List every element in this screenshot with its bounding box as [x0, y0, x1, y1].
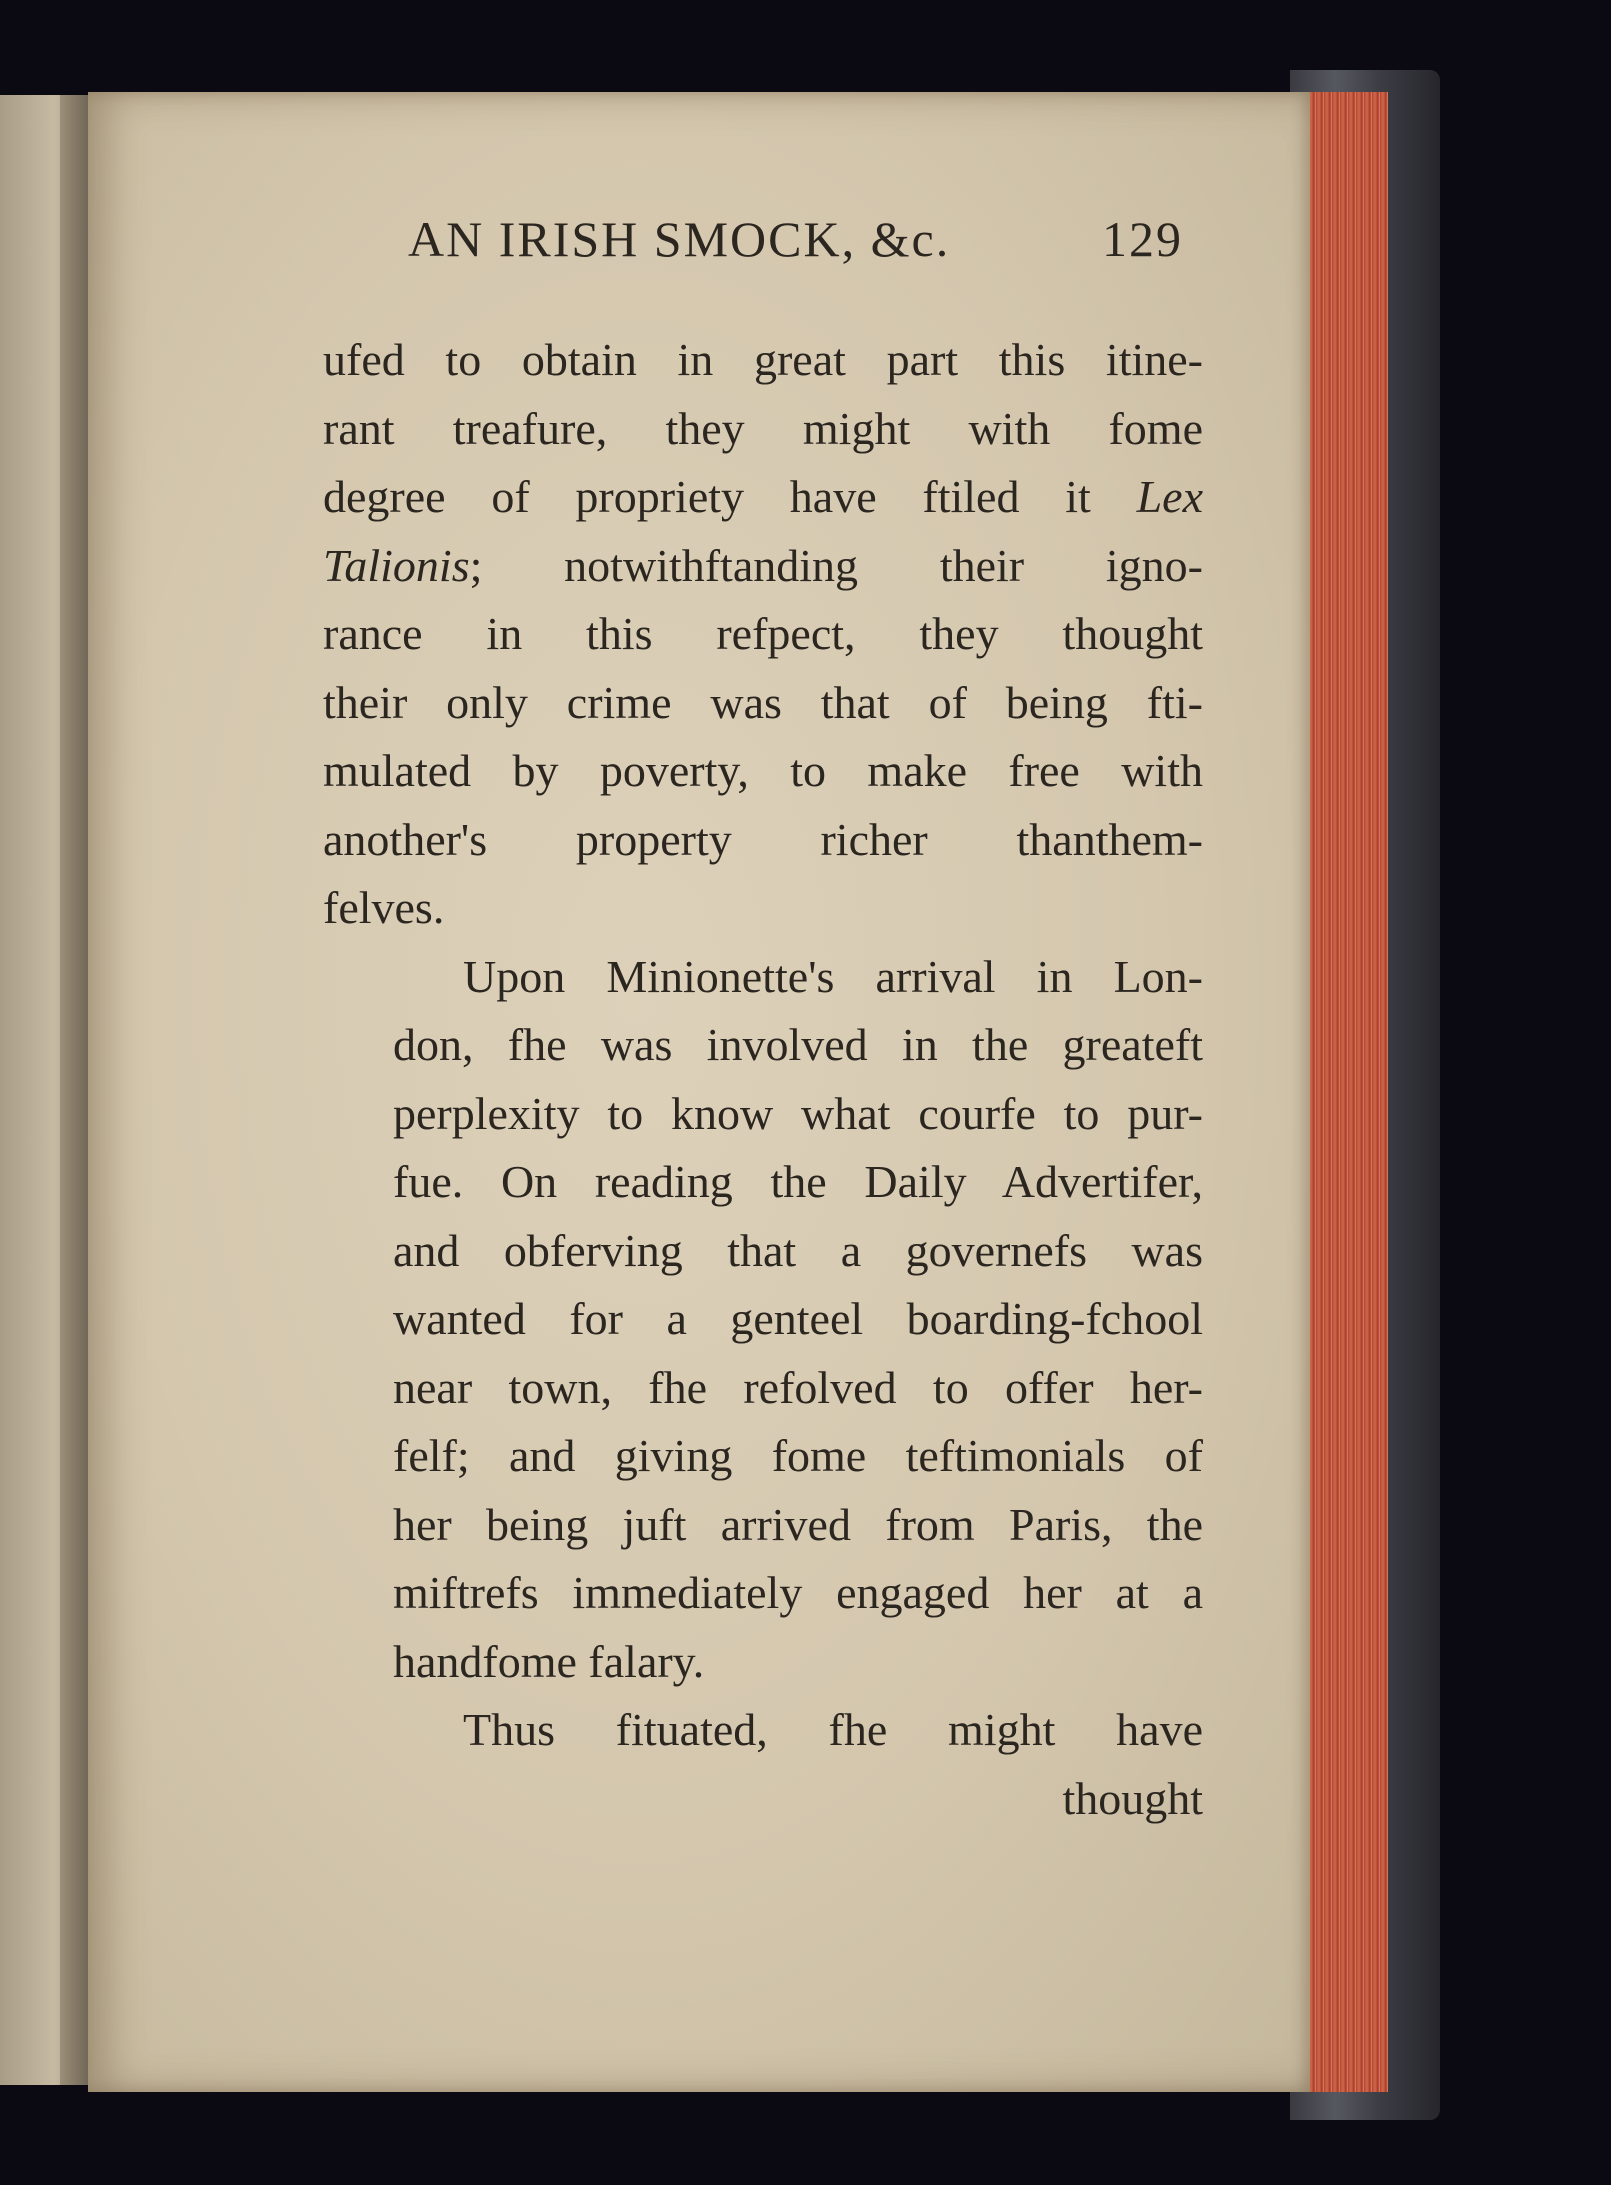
text-line: degree of propriety have ftiled it Lex: [323, 471, 1203, 522]
running-title: AN IRISH SMOCK, &c.: [408, 211, 951, 267]
page-number: 129: [1102, 211, 1183, 267]
text-line: their only crime was that of being fti-: [323, 676, 1203, 728]
text-line: ufed to obtain in great part this itine-: [323, 334, 1203, 385]
book-page: [88, 92, 1310, 2092]
text-line: Upon Minionette's arrival in Lon-: [463, 950, 1203, 1002]
text-line: fue. On reading the Daily Advertifer,: [393, 1156, 1203, 1207]
text-line: near town, fhe refolved to offer her-: [393, 1361, 1203, 1413]
text-line: handfome falary.: [393, 1635, 705, 1687]
paragraph-2: [323, 943, 1203, 1697]
text-line: miftrefs immediately engaged her at a: [393, 1567, 1203, 1618]
body-text: [323, 326, 1203, 1833]
text-line: her being juft arrived from Paris, the: [393, 1498, 1203, 1550]
page-edges: [1305, 92, 1388, 2092]
text-line: felf; and giving fome teftimonials of: [393, 1430, 1203, 1481]
text-line: Talionis; notwithftanding their igno-: [323, 539, 1203, 591]
paragraph-1: [323, 326, 1203, 943]
text-line: don, fhe was involved in the greateft: [393, 1019, 1203, 1070]
text-line: another's property richer thanthem-: [323, 813, 1203, 865]
text-line: Thus fituated, fhe might have: [463, 1704, 1203, 1755]
page-text-block: [323, 210, 1203, 1833]
text-line: rant treafure, they might with fome: [323, 402, 1203, 454]
paragraph-3: [323, 1696, 1203, 1765]
text-line: mulated by poverty, to make free with: [323, 745, 1203, 796]
text-line: perplexity to know what courfe to pur-: [393, 1087, 1203, 1139]
running-head: [323, 210, 1203, 280]
text-line: wanted for a genteel boarding-fchool: [393, 1293, 1203, 1344]
gutter-shadow: [60, 95, 90, 2085]
catchword: thought: [1062, 1772, 1203, 1824]
text-line: and obferving that a governefs was: [393, 1224, 1203, 1276]
text-line: rance in this refpect, they thought: [323, 608, 1203, 659]
text-line: felves.: [323, 882, 445, 933]
